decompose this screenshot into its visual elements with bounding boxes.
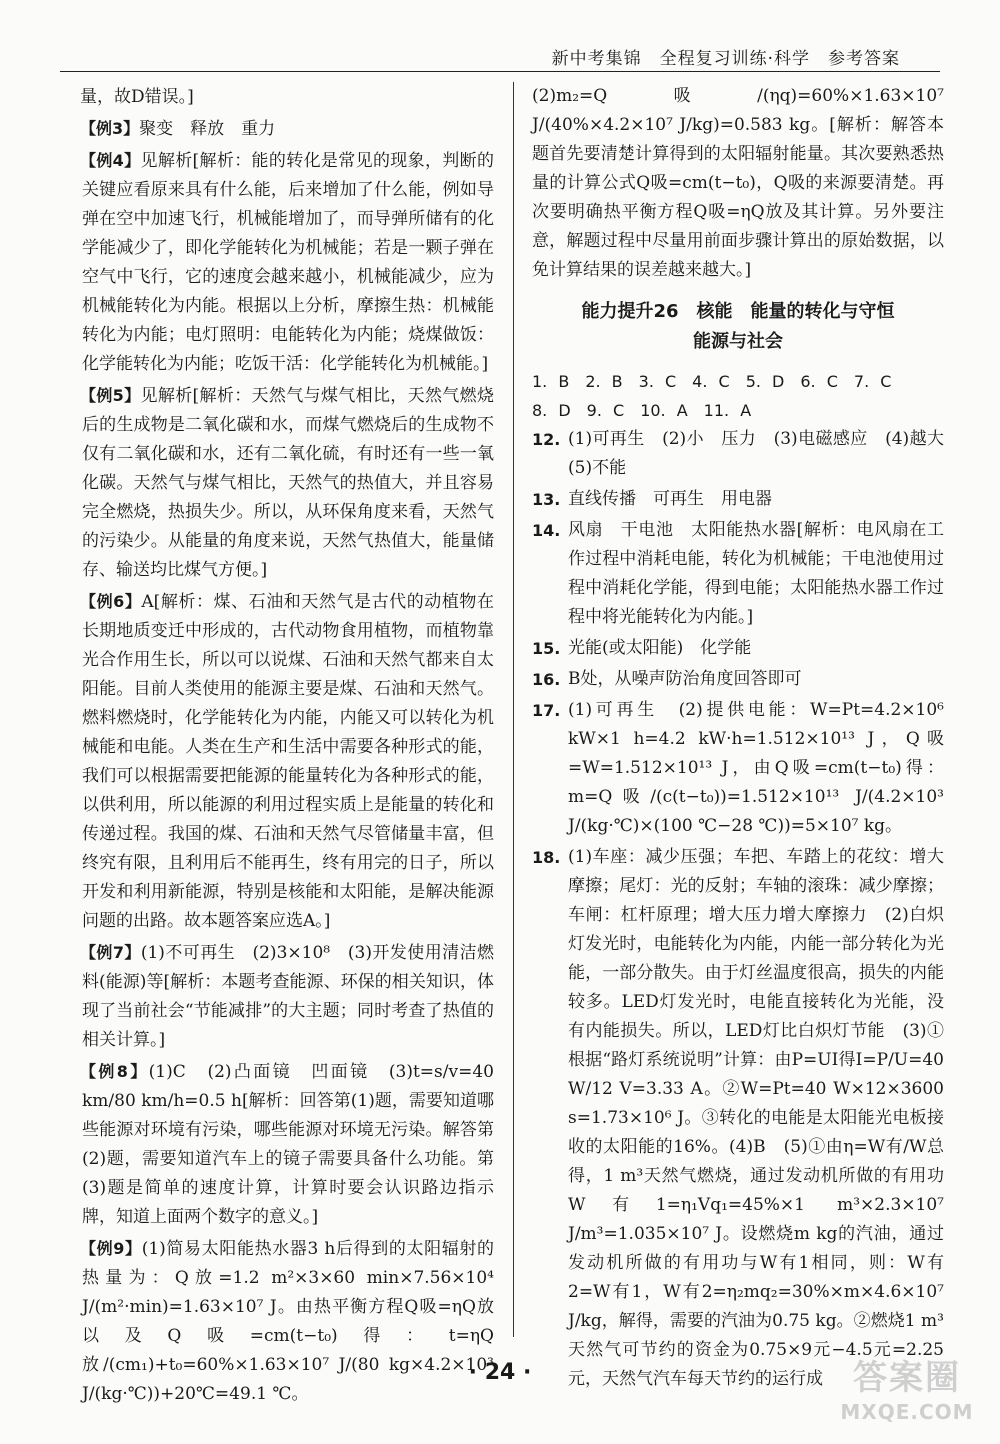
example-tag: 【例8】: [80, 1062, 149, 1081]
section-title-line: 能源与社会: [693, 331, 783, 352]
answer-item: [532, 696, 944, 841]
item-text: (1)可再生 (2)提供电能：W=Pt=4.2×10⁶ kW×1 h=4.2 kW·h=1.512×10¹³ J，Q吸=W=1.512×10¹³ J，由Q吸=cm(t−t₀)得：m=Q吸/(c(t−t₀))=1.512×10¹³ J/(4.2×10³ J/(kg·℃)×(100 ℃−28 ℃))=5×10⁷ kg。: [568, 700, 944, 836]
choice-answers-row: 8. D 9. C 10. A 11. A: [532, 401, 752, 420]
answer-paragraph: [82, 146, 494, 379]
item-number: 16.: [532, 670, 561, 689]
column-divider: [513, 82, 514, 1337]
item-number: 17.: [532, 701, 561, 720]
left-column: [82, 82, 494, 1411]
page-number: · 24 ·: [468, 1360, 532, 1385]
answer-text: 见解析[解析：能的转化是常见的现象，判断的关键应看原来具有什么能，后来增加了什么能，例如导弹在空中加速飞行，机械能增加了，而导弹所储有的化学能减少了，即化学能转化为机械能；若是一颗子弹在空气中飞行，它的速度会越来越小，机械能减少，应为机械能转化为内能。根据以上分析，摩擦生热：机械能转化为内能；电灯照明：电能转化为内能；烧煤做饭：化学能转化为内能；吃饭干活：化学能转化为机械能。]: [82, 151, 494, 374]
answer-paragraph: [82, 1057, 494, 1232]
choice-answers-row: 1. B 2. B 3. C 4. C 5. D 6. C 7. C: [532, 372, 892, 391]
item-text: (1)车座：减少压强；车把、车踏上的花纹：增大摩擦；尾灯：光的反射；车轴的滚珠：减少摩擦；车闸：杠杆原理；增大压力增大摩擦力 (2)白炽灯发光时，电能转化为内能，内能一部分转化为光能，一部分散失。由于灯丝温度很高，损失的内能较多。LED灯发光时，电能直接转化为光能，没有内能损失。所以，LED灯比白炽灯节能 (3)①根据“路灯系统说明”计算：由P=UI得I=P/U=40 W/12 V=3.33 A。②W=Pt=40 W×12×3600 s=1.73×10⁶ J。③转化的电能是太阳能光电板接收的太阳能的16%。(4)B (5)①由η=W有/W总得，1 m³天然气燃烧，通过发动机所做的有用功W有1=η₁Vq₁=45%×1 m³×2.3×10⁷ J/m³=1.035×10⁷ J。设燃烧m kg的汽油，通过发动机所做的有用功与W有1相同，则：W有2=W有1，W有2=η₂mq₂=30%×m×4.6×10⁷ J/kg，解得，需要的汽油为0.75 kg。②燃烧1 m³天然气可节约的资金为0.75×9元−4.5元=2.25元，天然气汽车每天节约的运行成: [568, 847, 944, 1389]
watermark-logo: [832, 1356, 982, 1436]
example-tag: 【例4】: [80, 151, 141, 170]
item-text: 光能(或太阳能) 化学能: [568, 638, 752, 658]
item-text: B处，从噪声防治角度回答即可: [568, 669, 802, 689]
answer-text: 量，故D错误。]: [80, 87, 194, 107]
answer-text: (1)C (2)凸面镜 凹面镜 (3)t=s/v=40 km/80 km/h=0.5 h[解析：回答第(1)题，需要知道哪些能源对环境有污染，哪些能源对环境无污染。解答第(2)题，需要知道汽车上的镜子需要具备什么功能。第(3)题是简单的速度计算，计算时要会认识路边指示牌，知道上面两个数字的意义。]: [82, 1062, 494, 1227]
answer-paragraph: [82, 938, 494, 1055]
answer-item: [532, 485, 944, 514]
answer-paragraph: [82, 82, 494, 112]
section-title: [532, 297, 944, 357]
answer-text: 见解析[解析：天然气与煤气相比，天然气燃烧后的生成物是二氧化碳和水，而煤气燃烧后的生成物不仅有二氧化碳和水，还有二氧化硫，有时还有一些一氧化碳。天然气与煤气相比，天然气的热值大，并且容易完全燃烧，热损失少。所以，从环保角度来看，天然气的污染少。从能量的角度来说，天然气热值大，能量储存、输送均比煤气方便。]: [82, 386, 494, 580]
example-tag: 【例6】: [80, 592, 142, 611]
answer-text: (1)简易太阳能热水器3 h后得到的太阳辐射的热量为：Q放=1.2 m²×3×60 min×7.56×10⁴ J/(m²·min)=1.63×10⁷ J。由热平衡方程Q吸=ηQ放以及Q吸=cm(t−t₀)得：t=ηQ放/(cm₁)+t₀=60%×1.63×10⁷ J/(80 kg×4.2×10³ J/(kg·℃))+20℃=49.1 ℃。: [82, 1239, 495, 1404]
item-number: 13.: [532, 490, 561, 509]
answer-text: (1)不可再生 (2)3×10⁸ (3)开发使用清洁燃料(能源)等[解析：本题考查能源、环保的相关知识，体现了当前社会“节能减排”的大主题；同时考查了热值的相关计算。]: [82, 943, 494, 1050]
example-tag: 【例9】: [80, 1239, 142, 1258]
answer-continuation: (2)m₂=Q吸/(ηq)=60%×1.63×10⁷ J/(40%×4.2×10⁷ J/kg)=0.583 kg。[解析：解答本题首先要清楚计算得到的太阳辐射能量。其次要熟悉热量的计算公式Q吸=cm(t−t₀)，Q吸的来源要清楚。再次要明确热平衡方程Q吸=ηQ放及其计算。另外要注意，解题过程中尽量用前面步骤计算出的原始数据，以免计算结果的误差越来越大。]: [532, 86, 944, 280]
item-number: 14.: [532, 521, 561, 540]
answer-item: [532, 665, 944, 694]
answer-paragraph: [82, 114, 494, 144]
item-text: 直线传播 可再生 用电器: [568, 489, 772, 509]
answer-item: [532, 516, 944, 632]
right-column: [532, 82, 961, 1396]
watermark-text: 答案圈: [853, 1358, 961, 1398]
section-title-line: 能力提升26 核能 能量的转化与守恒: [581, 301, 895, 322]
answer-item: [532, 425, 961, 483]
example-tag: 【例3】: [80, 119, 140, 138]
watermark-url: MXQE.COM: [840, 1400, 974, 1424]
item-number: 12.: [532, 430, 561, 449]
answer-text: 聚变 释放 重力: [139, 119, 276, 139]
running-header: 新中考集锦 全程复习训练·科学 参考答案: [60, 44, 940, 72]
item-number: 15.: [532, 639, 561, 658]
item-text: (1)可再生 (2)小 压力 (3)电磁感应 (4)越大 (5)不能: [568, 429, 961, 478]
item-text: 风扇 干电池 太阳能热水器[解析：电风扇在工作过程中消耗电能，转化为机械能；干电池使用过程中消耗化学能，得到电能；太阳能热水器工作过程中将光能转化为内能。]: [568, 520, 944, 627]
answer-text: A[解析：煤、石油和天然气是古代的动植物在长期地质变迁中形成的，古代动物食用植物，而植物靠光合作用生长，所以可以说煤、石油和天然气都来自太阳能。目前人类使用的能源主要是煤、石油和天然气。燃料燃烧时，化学能转化为内能，内能又可以转化为机械能和电能。人类在生产和生活中需要各种形式的能，我们可以根据需要把能源的能量转化为各种形式的能，以供利用，所以能源的利用过程实质上是能量的转化和传递过程。我国的煤、石油和天然气尽管储量丰富，但终究有限，且利用后不能再生，终有用完的日子，所以开发和利用新能源，特别是核能和太阳能，是解决能源问题的出路。故本题答案应选A。]: [82, 592, 494, 931]
item-number: 18.: [532, 848, 561, 867]
example-tag: 【例5】: [80, 386, 141, 405]
answer-item: [532, 634, 944, 663]
answer-item: [532, 843, 944, 1394]
answer-paragraph: [82, 381, 494, 585]
answer-paragraph: [82, 587, 494, 936]
example-tag: 【例7】: [80, 943, 141, 962]
